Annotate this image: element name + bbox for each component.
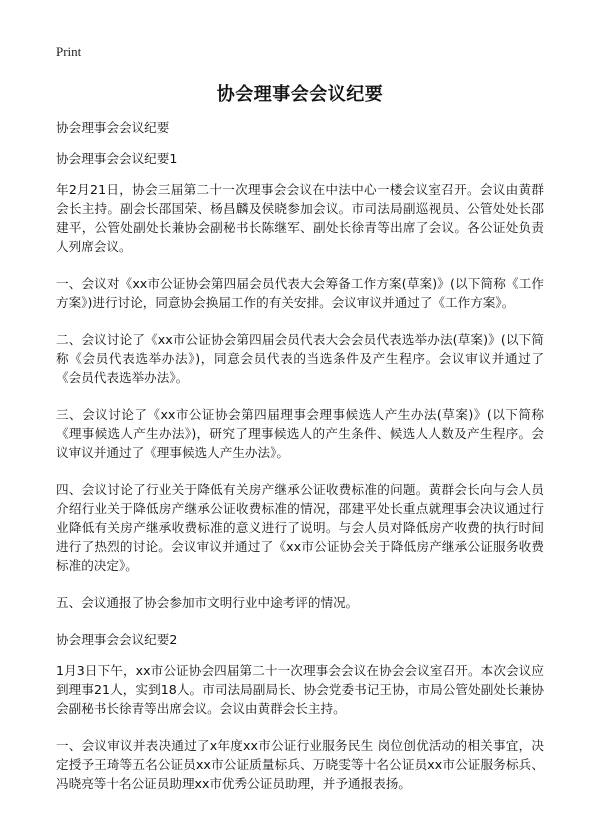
document-subtitle: 协会理事会会议纪要 (56, 120, 170, 135)
section-1-heading: 协会理事会会议纪要1 (56, 151, 178, 166)
section-2-heading: 协会理事会会议纪要2 (56, 632, 178, 647)
section-1-paragraph: 五、会议通报了协会参加市文明行业中途考评的情况。 (56, 595, 359, 610)
section-1-paragraph: 一、会议对《xx市公证协会第四届会员代表大会筹备工作方案(草案)》(以下简称《工作方案》)进行讨论，同意协会换届工作的有关安排。会议审议并通过了《工作方案》。 (56, 276, 544, 310)
section-2-paragraph: 一、会议审议并表决通过了x年度xx市公证行业服务民生 岗位创优活动的相关事宜，决定授予王琦等五名公证员xx市公证质量标兵、万晓雯等十名公证员xx市公证服务标兵、冯晓亮等十名公证员助理xx市优秀公证员助理，并予通报表扬。 (56, 738, 544, 791)
section-2-paragraph: 1月3日下午，xx市公证协会四届第二十一次理事会会议在协会会议室召开。本次会议应到理事21人，实到18人。市司法局副局长、协会党委书记王协，市局公管处副处长兼协会副秘书长徐青等出席会议。会议由黄群会长主持。 (56, 663, 544, 716)
section-1-paragraph: 年2月21日，协会三届第二十一次理事会会议在中法中心一楼会议室召开。会议由黄群会长主持。副会长邵国荣、杨昌麟及侯晓参加会议。市司法局副巡视员、公管处处长邵建平，公管处副处长兼协会副秘书长陈继军、副处长徐青等出席了会议。各公证处负责人列席会议。 (56, 182, 544, 254)
page-title: 协会理事会会议纪要 (216, 84, 384, 105)
document-body (56, 118, 544, 811)
section-1-paragraph: 二、会议讨论了《xx市公证协会第四届会员代表大会会员代表选举办法(草案)》(以下简称《会员代表选举办法》)，同意会员代表的当选条件及产生程序。会议审议并通过了《会员代表选举办法》。 (56, 332, 544, 385)
print-link[interactable]: Print (56, 44, 82, 59)
section-1-paragraph: 四、会议讨论了行业关于降低有关房产继承公证收费标准的问题。黄群会长向与会人员介绍行业关于降低房产继承公证收费标准的情况，邵建平处长重点就理事会决议通过行业降低有关房产继承收费标准的意义进行了说明。与会人员对降低房产收费的执行时间进行了热烈的讨论。会议审议并通过了《xx市公证协会关于降低房产继承公证服务收费标准的决定》。 (56, 482, 544, 573)
section-1-paragraph: 三、会议讨论了《xx市公证协会第四届理事会理事候选人产生办法(草案)》(以下简称《理事候选人产生办法》)，研究了理事候选人的产生条件、候选人人数及产生程序。会议审议并通过了《理事候选人产生办法》。 (56, 407, 544, 460)
